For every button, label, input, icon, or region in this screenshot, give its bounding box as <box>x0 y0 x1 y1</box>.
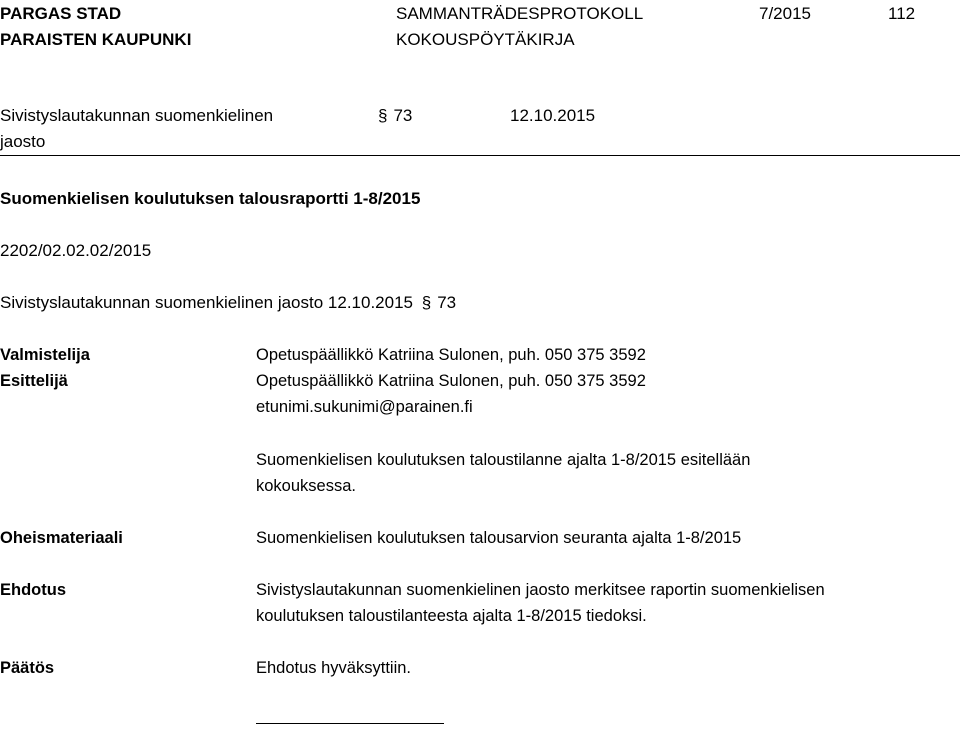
org-name-swedish: PARGAS STAD <box>0 4 122 23</box>
contact-email: etunimi.sukunimi@parainen.fi <box>256 398 473 416</box>
meeting-date: 12.10.2015 <box>510 106 596 125</box>
oheismateriaali-label: Oheismateriaali <box>0 529 123 547</box>
ehdotus-label: Ehdotus <box>0 581 66 599</box>
valmistelija-value: Opetuspäällikkö Katriina Sulonen, puh. 050 375 3592 <box>256 346 646 364</box>
item-history <box>0 291 456 315</box>
item-title: Suomenkielisen koulutuksen talousraportti 1-8/2015 <box>0 189 421 208</box>
esittelija-value: Opetuspäällikkö Katriina Sulonen, puh. 050 375 3592 <box>256 372 646 390</box>
item-reference: 2202/02.02.02/2015 <box>0 241 152 260</box>
oheismateriaali-value: Suomenkielisen koulutuksen talousarvion seuranta ajalta 1-8/2015 <box>256 529 742 547</box>
meeting-body-line2: jaosto <box>0 132 46 151</box>
doc-type-finnish: KOKOUSPÖYTÄKIRJA <box>396 30 575 49</box>
org-name-finnish: PARAISTEN KAUPUNKI <box>0 30 192 49</box>
section-number: 73 <box>393 106 413 125</box>
paatos-value: Ehdotus hyväksyttiin. <box>256 659 411 677</box>
ehdotus-line2: koulutuksen taloustilanteesta ajalta 1-8/2015 tiedoksi. <box>256 607 647 625</box>
page-number: 112 <box>888 4 916 23</box>
history-section-number: 73 <box>437 293 457 312</box>
protocol-number: 7/2015 <box>759 4 811 23</box>
header-divider <box>0 155 960 156</box>
description-line2: kokouksessa. <box>256 477 356 495</box>
signature-line <box>256 723 444 724</box>
meeting-section <box>378 104 412 128</box>
doc-type-swedish: SAMMANTRÄDESPROTOKOLL <box>396 4 644 23</box>
history-section-sign: § <box>421 293 432 312</box>
description-line1: Suomenkielisen koulutuksen taloustilanne ajalta 1-8/2015 esitellään <box>256 451 751 469</box>
ehdotus-line1: Sivistyslautakunnan suomenkielinen jaosto merkitsee raportin suomenkielisen <box>256 581 825 599</box>
meeting-body-line1: Sivistyslautakunnan suomenkielinen <box>0 106 274 125</box>
section-sign: § <box>378 106 388 125</box>
valmistelija-label: Valmistelija <box>0 346 90 364</box>
item-history-text: Sivistyslautakunnan suomenkielinen jaosto 12.10.2015 <box>0 293 413 312</box>
paatos-label: Päätös <box>0 659 55 677</box>
esittelija-label: Esittelijä <box>0 372 68 390</box>
